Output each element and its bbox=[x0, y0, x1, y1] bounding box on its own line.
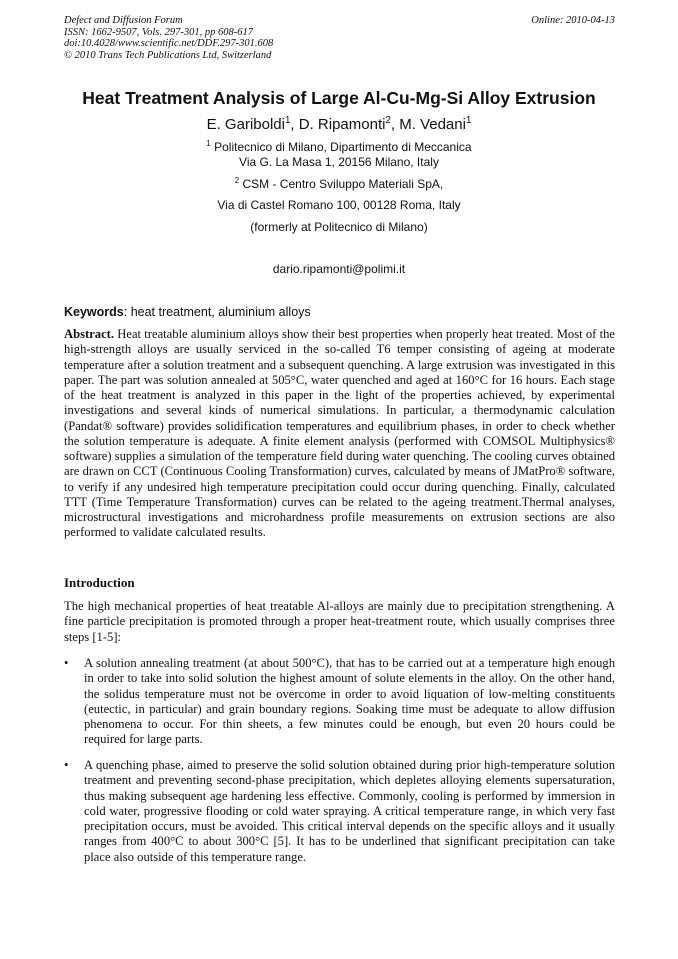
affiliation-mark: 1 bbox=[206, 139, 211, 148]
keywords-label: Keywords bbox=[64, 305, 124, 319]
affiliation-2-line-2: Via di Castel Romano 100, 00128 Roma, Italy bbox=[217, 198, 461, 212]
affiliation-text: CSM - Centro Sviluppo Materiali SpA, bbox=[242, 177, 444, 191]
keywords-text: : heat treatment, aluminium alloys bbox=[123, 305, 311, 319]
journal-name: Defect and Diffusion Forum bbox=[64, 15, 183, 26]
abstract-label: Abstract. bbox=[64, 327, 115, 341]
introduction-heading: Introduction bbox=[64, 575, 135, 590]
author-separator: , bbox=[390, 116, 400, 133]
bullet-text: A solution annealing treatment (at about 500°C), that has to be carried out at a temperature high enough in order to take into solid solution the highest amount of solute elements in the alloy. On the other hand, the solidus temperature must not be overcome in order to avoid liquation of low-melting constituents (eutectic, in particular) and grain boundary regions. Soaking time must be adequate to allow diffusion phenomena to occur. For thin sheets, a few minutes could be enough, but even 20 hours could be required for large parts. bbox=[84, 656, 615, 747]
affiliation-text: Politecnico di Milano, Dipartimento di Meccanica bbox=[214, 140, 472, 154]
contact-email: dario.ripamonti@polimi.it bbox=[272, 262, 406, 276]
bullet-item bbox=[64, 656, 615, 748]
author-affiliation-mark: 1 bbox=[284, 115, 291, 126]
author-name: E. Gariboldi bbox=[206, 116, 285, 133]
affiliation-1-line-1 bbox=[0, 140, 678, 154]
bullet-item bbox=[64, 758, 615, 865]
introduction-paragraph: The high mechanical properties of heat treatable Al-alloys are mainly due to precipitation strengthening. A fine particle precipitation is promoted through a proper heat-treatment route, which usually comprises three steps [1-5]: bbox=[64, 599, 615, 644]
journal-header bbox=[64, 15, 615, 61]
keywords-line bbox=[64, 305, 615, 319]
paper-title: Heat Treatment Analysis of Large Al-Cu-Mg-Si Alloy Extrusion bbox=[82, 88, 596, 108]
bullet-marker: • bbox=[64, 656, 69, 670]
bullet-text: A quenching phase, aimed to preserve the solid solution obtained during prior high-temperature solution treatment and preventing second-phase precipitation, which depletes alloying elements supersaturation, thus making subsequent age hardening less effective. Commonly, cooling is performed by immersion in cold water, progressive flooding or cold water spraying. A critical temperature range, in which very fast precipitation occurs, must be avoided. This critical interval depends on the specific alloys and it usually ranges from 400°C to about 300°C [5]. It has to be underlined that significant precipitation can take place also outside of this temperature range. bbox=[84, 758, 615, 864]
author-list bbox=[0, 116, 678, 133]
affiliation-2-line-1 bbox=[0, 177, 678, 191]
affiliation-2-line-3: (formerly at Politecnico di Milano) bbox=[250, 220, 428, 234]
online-date: Online: 2010-04-13 bbox=[531, 15, 615, 26]
doi-line: doi:10.4028/www.scientific.net/DDF.297-301.608 bbox=[64, 38, 274, 49]
copyright-line: © 2010 Trans Tech Publications Ltd, Switzerland bbox=[64, 49, 272, 61]
affiliation-mark: 2 bbox=[234, 176, 240, 185]
author-affiliation-mark: 1 bbox=[465, 115, 472, 126]
author-affiliation-mark: 2 bbox=[385, 115, 391, 126]
abstract-paragraph bbox=[64, 327, 615, 541]
abstract-text: Heat treatable aluminium alloys show their best properties when properly heat treated. Most of the high-strength alloys are usually serviced in the so-called T6 temper consisting of ageing at moderate temperature after a solution treatment and a subsequent quenching. A large extrusion was investigated in this paper. The part was solution annealed at 505°C, water quenched and aged at 160°C for 16 hours. Each stage of the heat treatment is analyzed in this paper in the light of the properties achieved, by experimental investigations and several kinds of numerical simulations. In particular, a thermodynamic calculation (Pandat® software) provides solidification temperatures and equilibrium phases, in order to check whether the solution temperature is adequate. A finite element analysis (performed with COMSOL Multiphysics® software) supplies a simulation of the temperature field during water quenching. The cooling curves obtained are drawn on CCT (Continuous Cooling Transformation) curves, calculated by means of JMatPro® software, to verify if any undesired high temperature precipitation could occur during quenching. Finally, calculated TTT (Time Temperature Transformation) curves can be related to the ageing treatment.Thermal analyses, microstructural investigations and microhardness profile measurements on extrusion sections are also performed to validate calculated results. bbox=[64, 327, 615, 540]
issn-line: ISSN: 1662-9507, Vols. 297-301, pp 608-617 bbox=[64, 26, 253, 38]
affiliation-1-line-2: Via G. La Masa 1, 20156 Milano, Italy bbox=[239, 155, 439, 169]
author-name: D. Ripamonti bbox=[298, 116, 386, 133]
bullet-marker: • bbox=[64, 758, 69, 772]
author-name: M. Vedani bbox=[399, 116, 466, 133]
author-separator: , bbox=[290, 116, 299, 133]
